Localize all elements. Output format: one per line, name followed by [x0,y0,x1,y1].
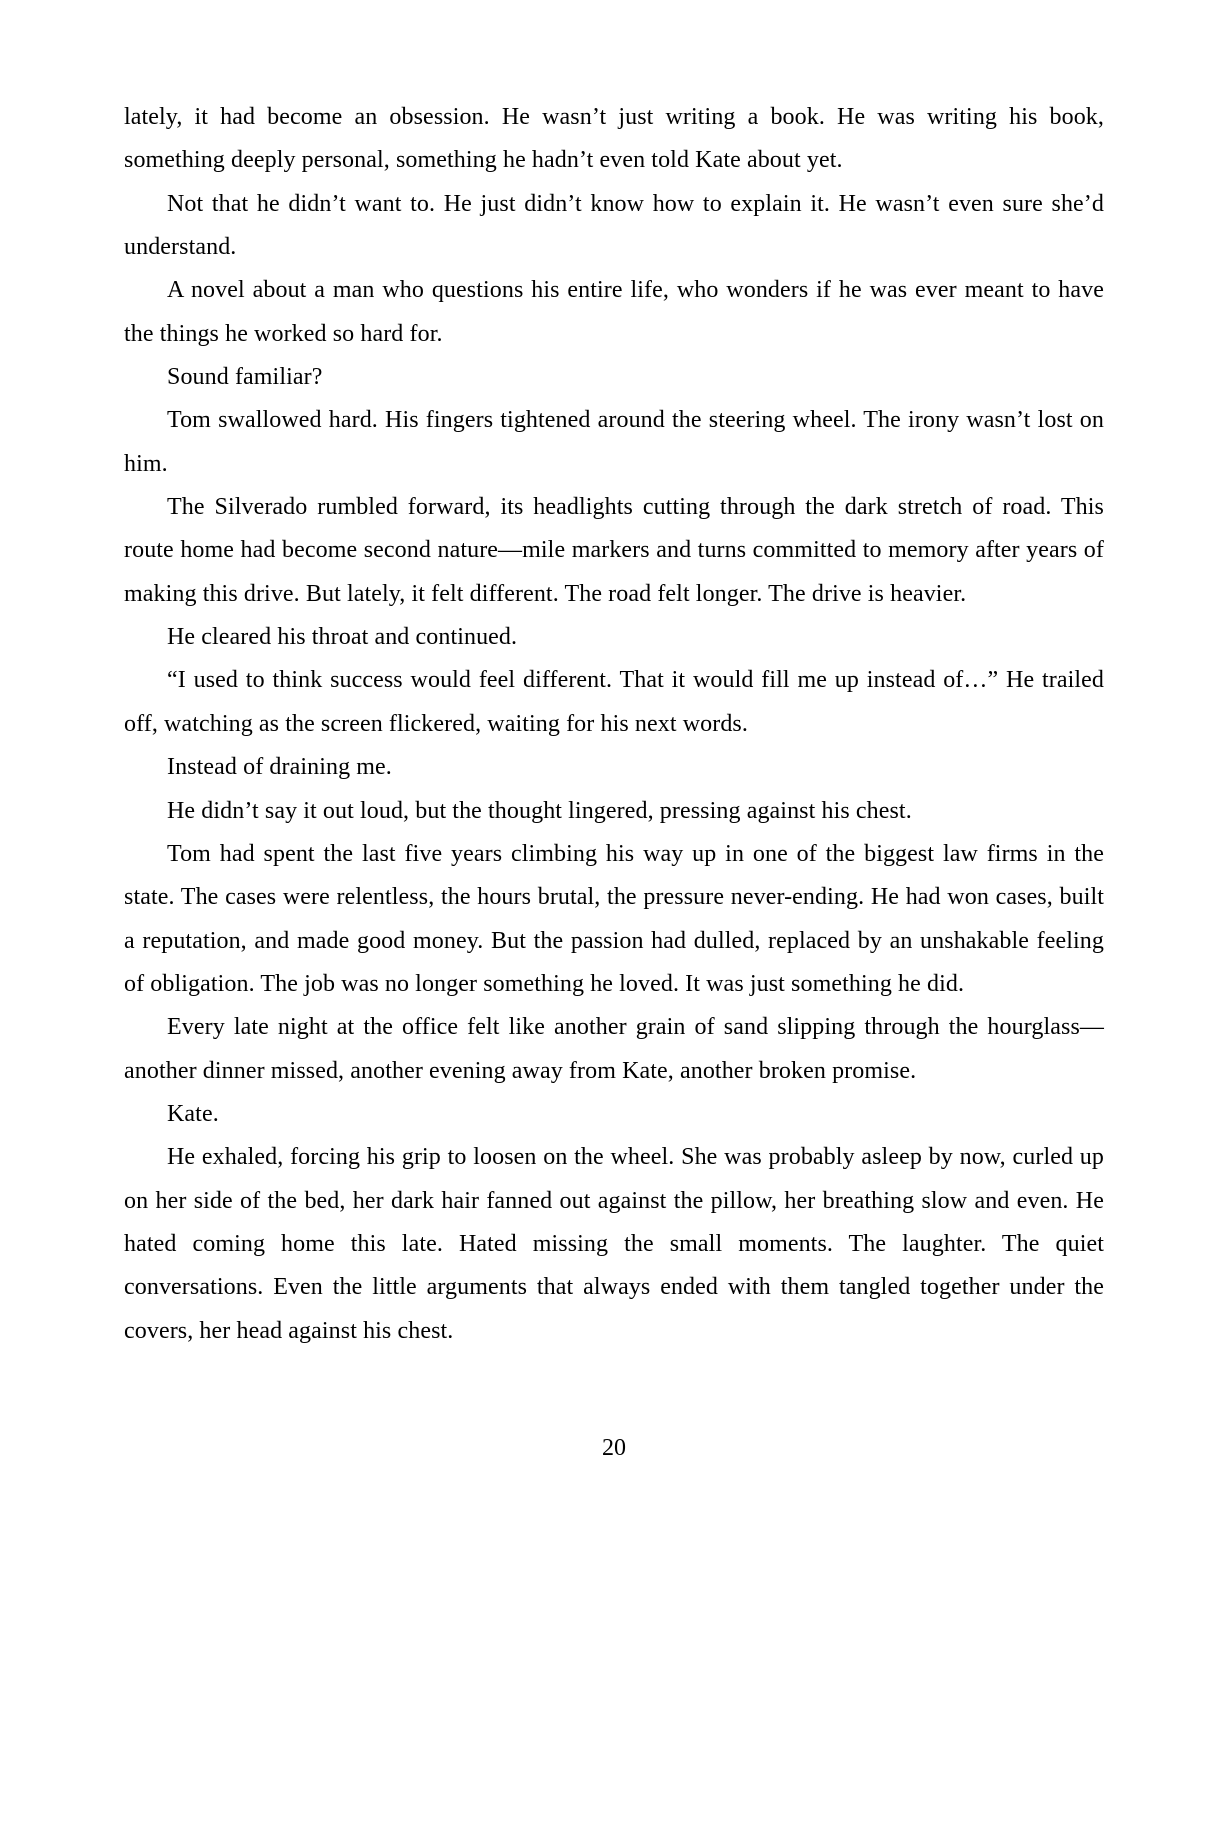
page-number: 20 [602,1434,626,1461]
paragraph: The Silverado rumbled forward, its headlights cutting through the dark stretch of road. This route home had become second nature—mile markers and turns committed to memory after years of making this drive. But lately, it felt different. The road felt longer. The drive is heavier. [124,494,1104,607]
paragraph: Not that he didn’t want to. He just didn’t know how to explain it. He wasn’t even sure she’d understand. [124,190,1104,261]
paragraph: lately, it had become an obsession. He wasn’t just writing a book. He was writing his book, something deeply personal, something he hadn’t even told Kate about yet. [124,104,1104,174]
paragraph: A novel about a man who questions his entire life, who wonders if he was ever meant to have the things he worked so hard for. [124,277,1104,347]
paragraph: He didn’t say it out loud, but the thought lingered, pressing against his chest. [167,797,912,824]
paragraph: Kate. [167,1100,219,1127]
paragraph: Instead of draining me. [167,754,392,781]
paragraph: He cleared his throat and continued. [167,624,518,651]
paragraph: “I used to think success would feel different. That it would fill me up instead of…” He trailed off, watching as the screen flickered, waiting for his next words. [124,667,1104,737]
paragraph: Tom had spent the last five years climbing his way up in one of the biggest law firms in the state. The cases were relentless, the hours brutal, the pressure never-ending. He had won cases, built a reputation, and made good money. But the passion had dulled, replaced by an unshakable feeling of obligation. The job was no longer something he loved. It was just something he did. [124,840,1104,997]
paragraph: Every late night at the office felt like another grain of sand slipping through the hourglass—another dinner missed, another evening away from Kate, another broken promise. [124,1014,1104,1084]
paragraph: He exhaled, forcing his grip to loosen on the wheel. She was probably asleep by now, curled up on her side of the bed, her dark hair fanned out against the pillow, her breathing slow and even. He hated coming home this late. Hated missing the small moments. The laughter. The quiet conversations. Even the little arguments that always ended with them tangled together under the covers, her head against his chest. [124,1144,1104,1344]
paragraph: Sound familiar? [167,364,323,391]
paragraph: Tom swallowed hard. His fingers tightened around the steering wheel. The irony wasn’t lost on him. [124,407,1104,477]
